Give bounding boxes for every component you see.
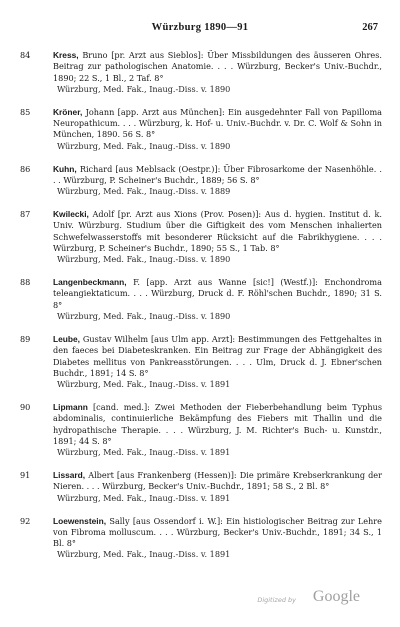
author-name: Kuhn, xyxy=(53,163,77,174)
dissertation-note: Würzburg, Med. Fak., Inaug.-Diss. v. 1890 xyxy=(57,311,231,322)
dissertation-note: Würzburg, Med. Fak., Inaug.-Diss. v. 1891 xyxy=(57,492,231,503)
dissertation-note: Würzburg, Med. Fak., Inaug.-Diss. v. 1891 xyxy=(57,549,231,560)
entry-number: 90 xyxy=(20,401,31,412)
dissertation-note: Würzburg, Med. Fak., Inaug.-Diss. v. 1891 xyxy=(57,447,231,458)
entry-citation: Richard [aus Meblsack (Oestpr.)]: Über Fibrosarkome der Nasenhöhle. . . . Würzburg, P. Scheiner's Buchdr., 1889; 56 S. 8° xyxy=(53,163,382,185)
entry-body xyxy=(53,470,382,504)
bibliography-entry xyxy=(20,470,382,504)
entry-body xyxy=(53,107,382,152)
running-header xyxy=(0,22,400,36)
author-name: Loewenstein, xyxy=(53,515,107,526)
entry-citation: Bruno [pr. Arzt aus Sieblos]: Über Missbildungen des äusseren Ohres. Beitrag zur pathologischen Anatomie. . . . Würzburg, Becker's Univ.-Buchdr., 1890; 22 S., 1 Bl., 2 Taf. 8° xyxy=(53,50,382,83)
entry-body xyxy=(53,516,382,561)
dissertation-note: Würzburg, Med. Fak., Inaug.-Diss. v. 1890 xyxy=(57,140,231,151)
entry-body xyxy=(53,209,382,265)
bibliography-entry xyxy=(20,164,382,198)
bibliography-entry xyxy=(20,277,382,322)
author-name: Kwilecki, xyxy=(53,209,89,220)
bibliography-entry xyxy=(20,334,382,390)
page-number: 267 xyxy=(362,22,378,33)
entry-citation: Gustav Wilhelm [aus Ulm app. Arzt]: Bestimmungen des Fettgehaltes in den faeces bei Diabeteskranken. Ein Beitrag zur Frage der Abhängigkeit des Diabetes mellitus von Pankreasstörungen. . . . Ulm, Druck d. J. Ebner'schen Buchdr., 1891; 14 S. 8° xyxy=(53,333,382,378)
entry-number: 84 xyxy=(20,50,31,60)
bibliography-entry xyxy=(20,209,382,265)
dissertation-note: Würzburg, Med. Fak., Inaug.-Diss. v. 1891 xyxy=(57,379,231,390)
entry-body xyxy=(53,402,382,458)
author-name: Kröner, xyxy=(53,106,83,117)
entry-body xyxy=(53,164,382,198)
entry-number: 88 xyxy=(20,277,31,288)
bibliography-entry xyxy=(20,50,382,95)
bibliography-entry xyxy=(20,516,382,561)
entry-number: 87 xyxy=(20,209,31,220)
bibliography-entry xyxy=(20,107,382,152)
author-name: Leube, xyxy=(53,333,80,344)
author-name: Lissard, xyxy=(53,470,86,481)
entry-citation: Albert [aus Frankenberg (Hessen)]: Die primäre Krebserkrankung der Nieren. . . . Würzburg, Becker's Univ.-Buchdr., 1891; 58 S., 2 Bl. 8° xyxy=(53,470,382,492)
dissertation-note: Würzburg, Med. Fak., Inaug.-Diss. v. 1889 xyxy=(57,186,231,197)
author-name: Langenbeckmann, xyxy=(53,277,127,288)
digitized-label: Digitized by xyxy=(257,596,296,604)
entry-number: 89 xyxy=(20,333,31,344)
dissertation-note: Würzburg, Med. Fak., Inaug.-Diss. v. 1890 xyxy=(57,83,231,94)
bibliography-entry xyxy=(20,402,382,458)
entry-list xyxy=(20,50,382,572)
digitized-watermark xyxy=(220,588,360,612)
entry-number: 86 xyxy=(20,163,31,174)
entry-body xyxy=(53,334,382,390)
running-title: Würzburg 1890—91 xyxy=(151,22,249,33)
entry-citation: Adolf [pr. Arzt aus Xions (Prov. Posen)]: Aus d. hygien. Institut d. k. Univ. Würzburg. Studium über die Giftigkeit des vom Menschen inhalierten Schwefelwasserstoffs mit besonderer Rücksicht auf die Fabrikhygiene. . . . Würzburg, P. Scheiner's Buchdr., 1890; 55 S., 1 Tab. 8° xyxy=(53,209,382,253)
author-name: Kress, xyxy=(53,50,79,60)
entry-number: 92 xyxy=(20,515,31,526)
google-logo: Google xyxy=(312,588,360,605)
author-name: Lipmann xyxy=(53,401,88,412)
entry-citation: F. [app. Arzt aus Wanne [sic!] (Westf.)]: Enchondroma teleangiektaticum. . . . Würzburg, Druck d. F. Röhl'schen Buchdr., 1890; 31 S. 8° xyxy=(53,277,382,310)
entry-citation: [cand. med.]: Zwei Methoden der Fieberbehandlung beim Typhus abdominalis, continuierliche Bekämpfung des Fiebers mit Thallin und die hydropathische Therapie. . . . Würzburg, J. M. Richter's Buch- u. Kunstdr., 1891; 44 S. 8° xyxy=(53,401,383,446)
entry-number: 85 xyxy=(20,106,31,117)
dissertation-note: Würzburg, Med. Fak., Inaug.-Diss. v. 1890 xyxy=(57,254,231,265)
entry-citation: Johann [app. Arzt aus München]: Ein ausgedehnter Fall von Papilloma Neuropathicum. . . . Würzburg, k. Hof- u. Univ.-Buchdr. v. Dr. C. Wolf & Sohn in München, 1890. 56 S. 8° xyxy=(53,106,382,140)
entry-citation: Sally [aus Ossendorf i. W.]: Ein histiologischer Beitrag zur Lehre von Fibroma molluscum. . . . Würzburg, Becker's Univ.-Buchdr., 1891; 34 S., 1 Bl. 8° xyxy=(53,515,382,549)
entry-body xyxy=(53,277,382,322)
entry-number: 91 xyxy=(20,470,31,481)
entry-body xyxy=(53,50,382,95)
